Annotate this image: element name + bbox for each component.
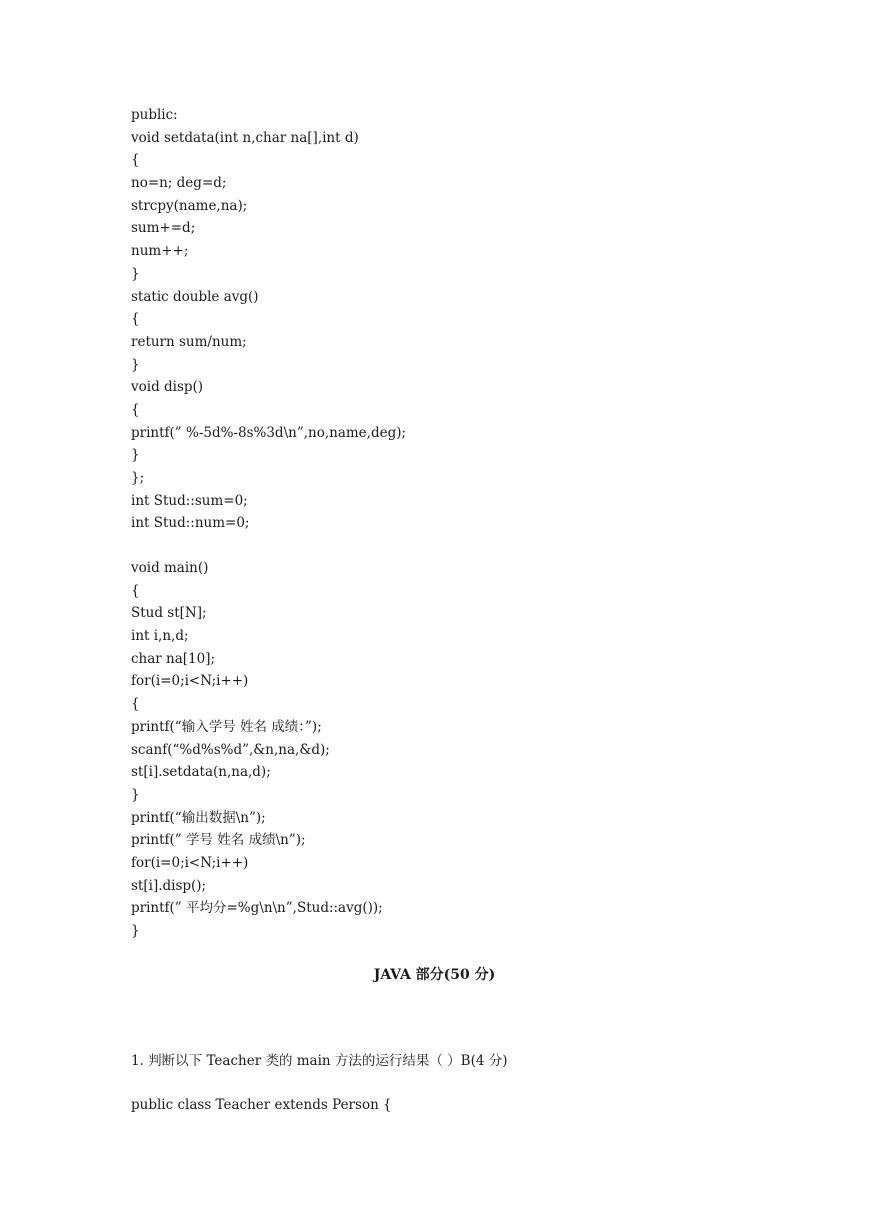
code-line: int i,n,d; — [131, 628, 189, 645]
code-line: char na[10]; — [131, 650, 216, 667]
code-line: void setdata(int n,char na[],int d) — [131, 129, 359, 146]
code-line: printf(” 平均分=%g\n\n”,Stud::avg()); — [131, 900, 383, 917]
code-line: } — [131, 447, 140, 464]
code-line: for(i=0;i<N;i++) — [131, 673, 249, 690]
code-line: st[i].disp(); — [131, 877, 207, 894]
code-line: int Stud::sum=0; — [131, 492, 248, 509]
code-line: printf(” 学号 姓名 成绩\n”); — [131, 832, 306, 849]
code-line: { — [131, 152, 140, 169]
code-block-main-function — [131, 557, 751, 943]
code-line: scanf(“%d%s%d”,&n,na,&d); — [131, 741, 330, 758]
question-1-text: 1. 判断以下 Teacher 类的 main 方法的运行结果（ ）B(4 分) — [131, 1053, 508, 1069]
code-line: sum+=d; — [131, 220, 196, 237]
code-line: { — [131, 311, 140, 328]
code-line: printf(” %-5d%-8s%3d\n”,no,name,deg); — [131, 424, 407, 441]
code-line: { — [131, 696, 140, 713]
code-line: void main() — [131, 560, 209, 576]
code-line: } — [131, 923, 140, 939]
code-line: return sum/num; — [131, 333, 247, 350]
section-heading-java: JAVA 部分(50 分) — [373, 967, 496, 983]
code-line: st[i].setdata(n,na,d); — [131, 764, 271, 781]
code-line: static double avg() — [131, 288, 259, 305]
code-line: int Stud::num=0; — [131, 515, 250, 532]
code-line: no=n; deg=d; — [131, 175, 227, 192]
code-line: printf(“输入学号 姓名 成绩：”); — [131, 718, 322, 735]
code-line: num++; — [131, 243, 189, 260]
code-line: printf(“输出数据\n”); — [131, 809, 266, 826]
code-line: { — [131, 401, 140, 418]
code-line: Stud st[N]; — [131, 605, 207, 622]
code-line: for(i=0;i<N;i++) — [131, 854, 249, 871]
code-block-class-methods — [131, 104, 751, 535]
code-line: } — [131, 356, 140, 373]
question-1-code-line: public class Teacher extends Person { — [131, 1097, 392, 1113]
code-line: public: — [131, 107, 178, 123]
code-line: } — [131, 786, 140, 803]
code-line: strcpy(name,na); — [131, 197, 248, 214]
code-line: } — [131, 265, 140, 282]
code-line: }; — [131, 470, 145, 486]
code-line: { — [131, 582, 140, 599]
code-line: void disp() — [131, 379, 204, 396]
